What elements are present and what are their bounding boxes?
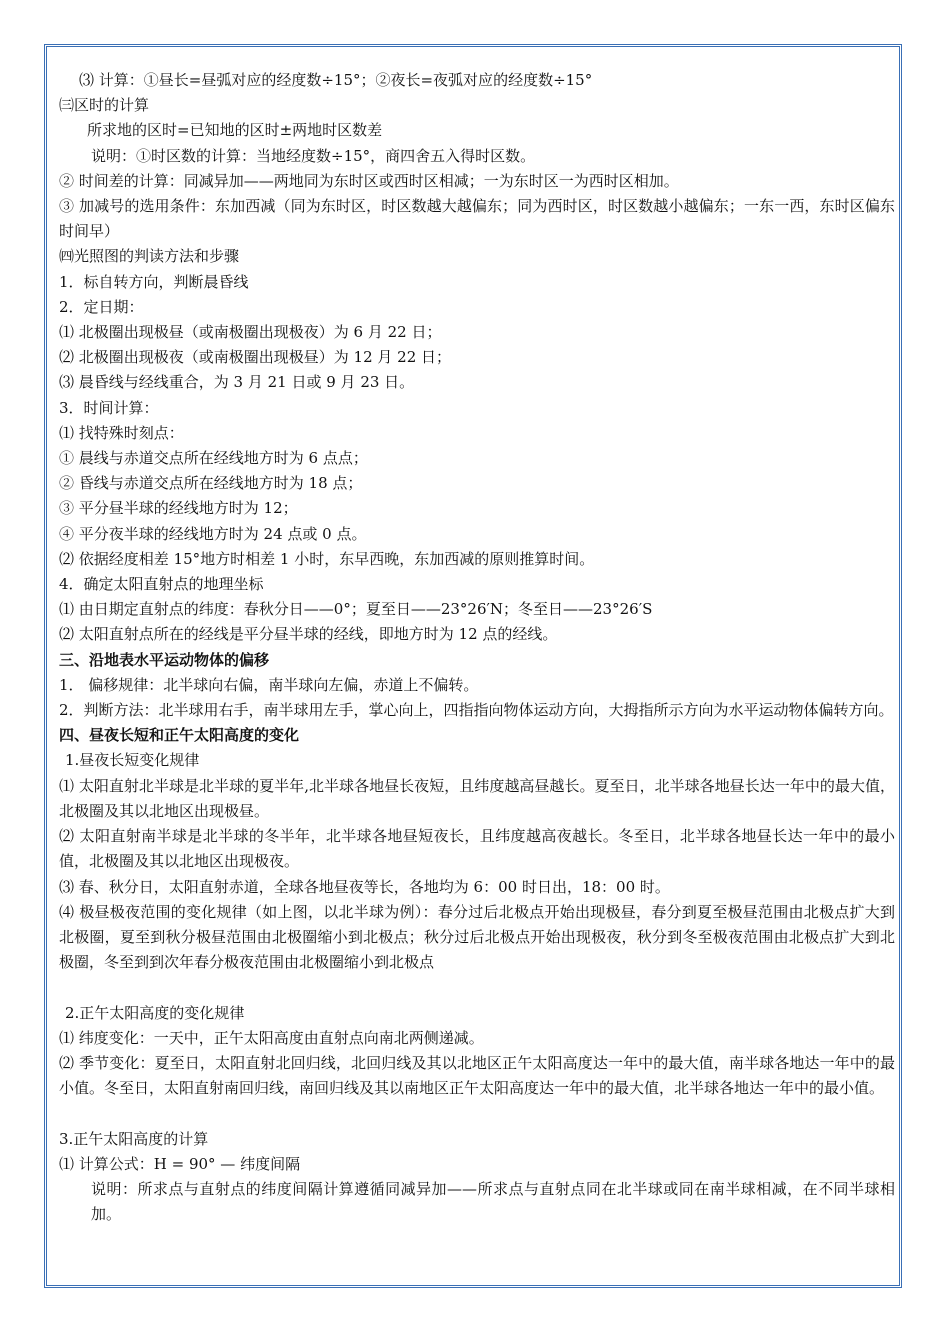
section-heading: 四、昼夜长短和正午太阳高度的变化	[59, 726, 300, 745]
text-line: ⑴ 太阳直射北半球是北半球的夏半年,北半球各地昼长夜短，且纬度越高昼越长。夏至日，北半球各地昼长达一年中的最大值，北极圈及其以北地区出现极昼。	[59, 776, 895, 820]
document-body	[59, 68, 895, 1227]
text-line: 2．判断方法：北半球用右手，南半球用左手，掌心向上，四指指向物体运动方向，大拇指所示方向为水平运动物体偏转方向。	[59, 701, 894, 720]
text-line: ⑴ 纬度变化：一天中，正午太阳高度由直射点向南北两侧递减。	[59, 1028, 484, 1047]
text-line: ⑴ 北极圈出现极昼（或南极圈出现极夜）为 6 月 22 日；	[59, 323, 442, 342]
text-line: ② 时间差的计算：同减异加——两地同为东时区或西时区相减；一为东时区一为西时区相加。	[59, 171, 679, 190]
text-line: 说明：①时区数的计算：当地经度数÷15°，商四舍五入得时区数。	[91, 146, 536, 165]
text-line: 3.正午太阳高度的计算	[59, 1129, 209, 1148]
blank-line	[59, 975, 895, 1000]
text-line: 1． 偏移规律：北半球向右偏，南半球向左偏，赤道上不偏转。	[59, 675, 479, 694]
text-line: ② 昏线与赤道交点所在经线地方时为 18 点；	[59, 474, 363, 493]
text-line: ⑵ 季节变化：夏至日，太阳直射北回归线，北回归线及其以北地区正午太阳高度达一年中的最大值，南半球各地达一年中的最小值。冬至日，太阳直射南回归线，南回归线及其以南地区正午太阳高度达一年中的最大值，北半球各地达一年中的最小值。	[59, 1053, 895, 1098]
text-line: ⑶ 春、秋分日，太阳直射赤道，全球各地昼夜等长，各地均为 6：00 时日出，18：00 时。	[59, 877, 670, 896]
text-line: ⑴ 找特殊时刻点：	[59, 423, 184, 442]
text-line: ⑴ 由日期定直射点的纬度：春秋分日——0°；夏至日——23°26′N；冬至日——23°26′S	[59, 600, 653, 619]
text-line: ③ 加减号的选用条件：东加西减（同为东时区，时区数越大越偏东；同为西时区，时区数越小越偏东；一东一西，东时区偏东时间早）	[59, 197, 895, 241]
text-line: ⑵ 依据经度相差 15°地方时相差 1 小时，东早西晚，东加西减的原则推算时间。	[59, 549, 595, 568]
text-line: ⑴ 计算公式：H = 90° — 纬度间隔	[59, 1154, 301, 1173]
text-line: 1．标自转方向，判断晨昏线	[59, 272, 249, 291]
text-line: ⑵ 北极圈出现极夜（或南极圈出现极昼）为 12 月 22 日；	[59, 348, 452, 367]
text-line: ㈣光照图的判读方法和步骤	[59, 247, 240, 266]
text-line: ⑵ 太阳直射南半球是北半球的冬半年，北半球各地昼短夜长，且纬度越高夜越长。冬至日，北半球各地昼长达一年中的最小值，北极圈及其以北地区出现极夜。	[59, 827, 895, 871]
text-line: 1.昼夜长短变化规律	[65, 751, 200, 770]
text-line: 4．确定太阳直射点的地理坐标	[59, 575, 264, 594]
text-line: ⑵ 太阳直射点所在的经线是平分昼半球的经线，即地方时为 12 点的经线。	[59, 625, 558, 644]
section-heading: 三、沿地表水平运动物体的偏移	[59, 650, 270, 669]
text-line: 2.正午太阳高度的变化规律	[65, 1003, 245, 1022]
text-line: 2．定日期：	[59, 297, 144, 316]
text-line: 说明：所求点与直射点的纬度间隔计算遵循同减异加——所求点与直射点同在北半球或同在南半球相减，在不同半球相加。	[91, 1179, 895, 1224]
blank-line	[59, 1101, 895, 1126]
text-line: ⑶ 晨昏线与经线重合，为 3 月 21 日或 9 月 23 日。	[59, 373, 415, 392]
text-line: ③ 平分昼半球的经线地方时为 12；	[59, 499, 298, 518]
text-line: ⑷ 极昼极夜范围的变化规律（如上图，以北半球为例）：春分过后北极点开始出现极昼，春分到夏至极昼范围由北极点扩大到北极圈，夏至到秋分极昼范围由北极圈缩小到北极点；秋分过后北极点开始出现极夜，秋分到冬至极夜范围由北极点扩大到北极圈，冬至到到次年春分极夜范围由北极圈缩小到北极点	[59, 902, 895, 972]
text-line: ① 晨线与赤道交点所在经线地方时为 6 点点；	[59, 449, 368, 468]
text-line: ㈢区时的计算	[59, 96, 150, 115]
text-line: ⑶ 计算：①昼长=昼弧对应的经度数÷15°；②夜长=夜弧对应的经度数÷15°	[79, 71, 593, 89]
text-line: 3．时间计算：	[59, 398, 159, 417]
text-line: ④ 平分夜半球的经线地方时为 24 点或 0 点。	[59, 524, 367, 543]
text-line: 所求地的区时=已知地的区时±两地时区数差	[87, 121, 383, 140]
